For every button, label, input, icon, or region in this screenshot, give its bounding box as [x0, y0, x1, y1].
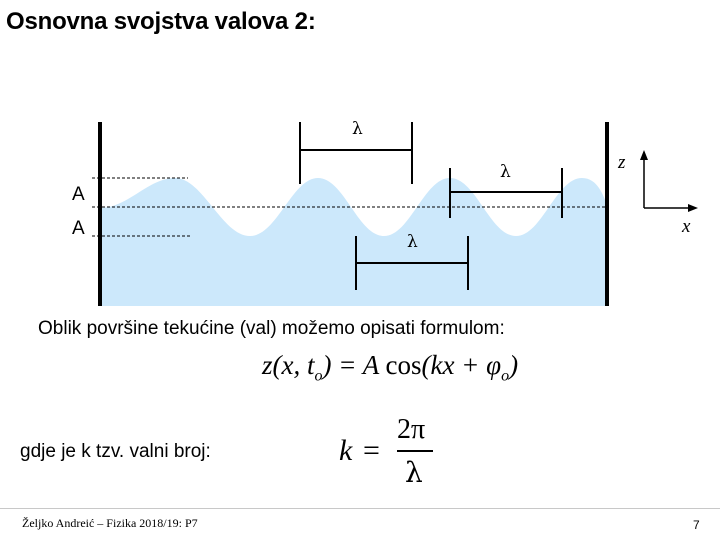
footer-text: Željko Andreić – Fizika 2018/19: P7 [22, 516, 198, 530]
lambda-label-bottom: λ [407, 232, 418, 252]
lambda-label-middle: λ [500, 162, 511, 182]
formula-arg: (kx + φ [421, 350, 502, 380]
formula-lhs-sub: o [314, 367, 323, 385]
tank-right-wall [605, 122, 609, 306]
formula-lhs: z(x, t [262, 350, 315, 380]
water-body [100, 178, 607, 306]
amplitude-label-top: A [72, 184, 85, 205]
k-equals: = [363, 434, 380, 467]
formula-cos: cos [385, 350, 422, 380]
description-text: Oblik površine tekućine (val) možemo opisati formulom: [38, 318, 505, 339]
axis-z-label: z [618, 152, 626, 173]
wave-number-text: gdje je k tzv. valni broj: [20, 441, 211, 462]
footer-divider [0, 508, 720, 511]
formula-eq: ) = A [322, 350, 386, 380]
surface-formula [262, 350, 518, 385]
k-numerator: 2π [397, 414, 426, 445]
coordinate-axes [640, 150, 698, 212]
k-denominator: λ [405, 456, 423, 488]
slide-title: Osnovna svojstva valova 2: [6, 8, 316, 35]
formula-close: ) [509, 350, 519, 380]
lambda-label-top: λ [352, 119, 363, 139]
wave-number-formula [337, 408, 437, 488]
axis-x-label: x [682, 216, 691, 237]
tank-left-wall [98, 122, 102, 306]
fraction-bar [397, 450, 433, 452]
amplitude-label-bottom: A [72, 218, 85, 239]
page-number: 7 [693, 518, 700, 532]
k-symbol: k [339, 434, 353, 467]
formula-arg-sub: o [501, 367, 510, 385]
